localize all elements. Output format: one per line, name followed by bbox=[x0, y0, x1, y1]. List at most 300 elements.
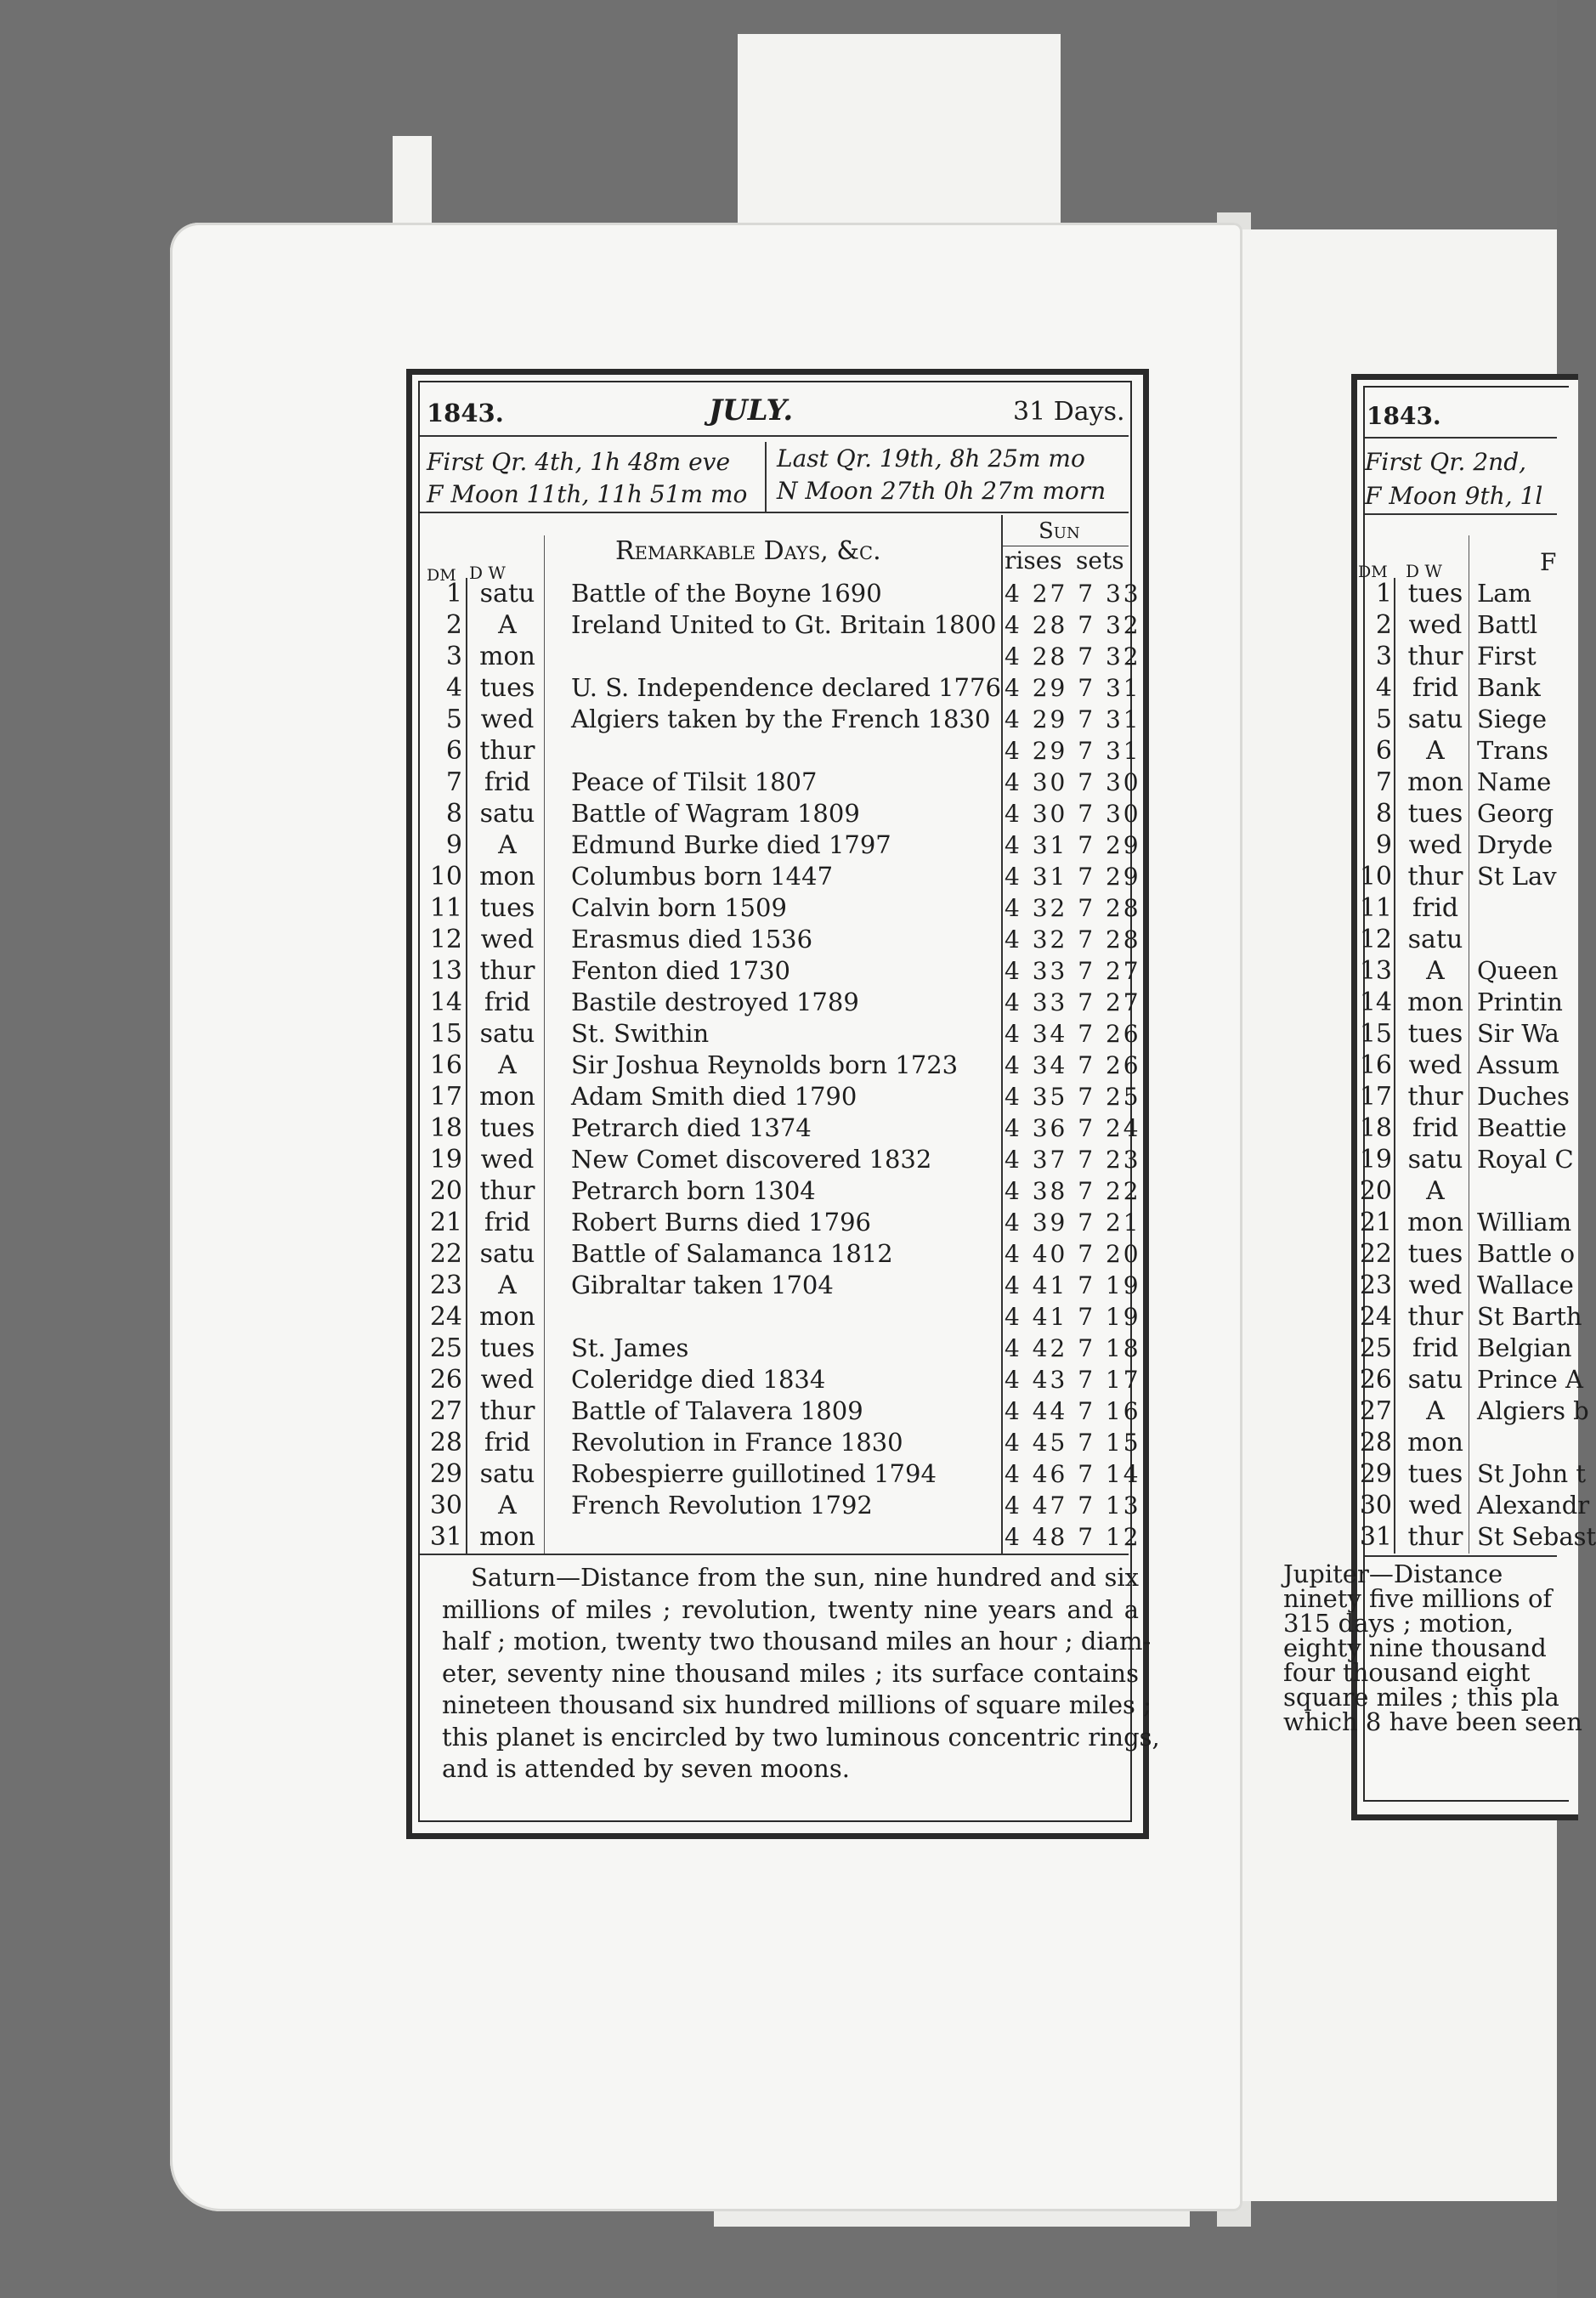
right-header-dm: DM bbox=[1358, 563, 1388, 581]
day-of-month: 18 bbox=[429, 1113, 462, 1143]
note-line: millions of miles ; revolution, twenty nine years and a bbox=[442, 1594, 1139, 1624]
day-of-week: frid bbox=[484, 1208, 531, 1237]
day-of-month: 2 bbox=[445, 610, 462, 640]
day-of-month: 10 bbox=[429, 862, 462, 891]
header-sun: Sun bbox=[1039, 518, 1080, 544]
day-of-week: satu bbox=[479, 1019, 535, 1049]
remarkable-event: William bbox=[1477, 1208, 1572, 1237]
day-of-week: wed bbox=[1408, 1491, 1463, 1520]
day-of-month: 24 bbox=[1359, 1302, 1392, 1332]
day-of-month: 30 bbox=[429, 1491, 462, 1520]
calendar-row bbox=[425, 829, 1141, 861]
right-calendar-row bbox=[1355, 767, 1557, 798]
left-days-count: 31 Days. bbox=[1013, 397, 1125, 427]
day-of-month: 2 bbox=[1375, 610, 1392, 640]
day-of-week: satu bbox=[479, 799, 535, 829]
day-of-week: frid bbox=[1412, 1113, 1459, 1143]
day-of-week: tues bbox=[1407, 1459, 1463, 1489]
day-of-month: 5 bbox=[1375, 705, 1392, 734]
right-calendar-row bbox=[1355, 1395, 1589, 1427]
calendar-row bbox=[425, 892, 1141, 924]
sun-rise-set: 4 30 7 30 bbox=[1005, 800, 1141, 828]
note-line: which 8 have been seen bbox=[1283, 1707, 1582, 1736]
remarkable-event: St. James bbox=[571, 1333, 689, 1362]
calendar-row bbox=[425, 704, 1141, 735]
day-of-week: satu bbox=[479, 579, 535, 608]
remarkable-event: Duches bbox=[1477, 1082, 1570, 1111]
day-of-month: 20 bbox=[1359, 1176, 1392, 1206]
right-moon-first: First Qr. 2nd, bbox=[1365, 448, 1527, 476]
right-calendar-row bbox=[1355, 1207, 1572, 1238]
sun-rise-set: 4 27 7 33 bbox=[1005, 580, 1141, 608]
day-of-week: thur bbox=[1407, 642, 1463, 671]
day-of-week: satu bbox=[479, 1239, 535, 1269]
right-calendar-row bbox=[1355, 1050, 1557, 1081]
day-of-week: satu bbox=[1407, 1145, 1463, 1174]
remarkable-event: Erasmus died 1536 bbox=[571, 925, 813, 954]
right-calendar-row bbox=[1355, 578, 1557, 609]
calendar-row bbox=[425, 1333, 1141, 1364]
remarkable-event: Belgian bbox=[1477, 1333, 1572, 1362]
sun-rise-set: 4 31 7 29 bbox=[1005, 831, 1141, 859]
right-calendar-row bbox=[1355, 861, 1557, 892]
day-of-month: 18 bbox=[1359, 1113, 1392, 1143]
day-of-week: mon bbox=[1407, 1208, 1463, 1237]
right-calendar-row bbox=[1355, 1458, 1587, 1490]
remarkable-event: Royal C bbox=[1477, 1145, 1574, 1174]
sun-rise-set: 4 33 7 27 bbox=[1005, 957, 1141, 985]
day-of-week: A bbox=[498, 610, 517, 640]
sun-rise-set: 4 40 7 20 bbox=[1005, 1240, 1141, 1268]
day-of-week: A bbox=[498, 1271, 517, 1300]
right-calendar-row bbox=[1355, 892, 1557, 924]
right-calendar-row bbox=[1355, 1018, 1557, 1050]
day-of-month: 31 bbox=[1359, 1522, 1392, 1552]
day-of-week: thur bbox=[1407, 1302, 1463, 1332]
header-sets: sets bbox=[1076, 546, 1124, 574]
sun-rise-set: 4 47 7 13 bbox=[1005, 1491, 1141, 1520]
right-table-bottom-rule bbox=[1365, 1555, 1557, 1557]
sun-rise-set: 4 41 7 19 bbox=[1005, 1271, 1141, 1299]
remarkable-event: Prince A bbox=[1477, 1365, 1583, 1394]
note-line: Saturn—Distance from the sun, nine hundred and six bbox=[471, 1563, 1139, 1592]
day-of-week: A bbox=[1426, 1396, 1445, 1426]
calendar-row bbox=[425, 1175, 1141, 1207]
sun-rise-set: 4 28 7 32 bbox=[1005, 611, 1141, 639]
day-of-week: wed bbox=[1408, 1050, 1463, 1080]
day-of-week: thur bbox=[479, 956, 535, 986]
calendar-row bbox=[425, 1521, 1141, 1553]
right-calendar-row bbox=[1355, 829, 1557, 861]
remarkable-event: Wallace bbox=[1477, 1271, 1574, 1299]
remarkable-event: Battle o bbox=[1477, 1239, 1576, 1268]
calendar-row bbox=[425, 1238, 1141, 1270]
remarkable-event: St Barth bbox=[1477, 1302, 1582, 1331]
remarkable-event: Calvin born 1509 bbox=[571, 893, 787, 922]
day-of-month: 7 bbox=[445, 767, 462, 797]
sun-rise-set: 4 34 7 26 bbox=[1005, 1051, 1141, 1079]
day-of-month: 26 bbox=[1359, 1365, 1392, 1395]
sun-rise-set: 4 38 7 22 bbox=[1005, 1177, 1141, 1205]
right-calendar-row bbox=[1355, 1301, 1582, 1333]
note-line: and is attended by seven moons. bbox=[442, 1754, 850, 1783]
right-calendar-row bbox=[1355, 1364, 1583, 1395]
day-of-week: mon bbox=[479, 862, 535, 891]
remarkable-event: St Sebast bbox=[1477, 1522, 1596, 1551]
right-moon-rule bbox=[1365, 513, 1557, 515]
right-calendar-row bbox=[1355, 924, 1557, 955]
remarkable-event: Battle of Salamanca 1812 bbox=[571, 1239, 893, 1268]
calendar-row bbox=[425, 767, 1141, 798]
right-calendar-row bbox=[1355, 1175, 1557, 1207]
right-calendar-row bbox=[1355, 1490, 1590, 1521]
right-header-remarkable: F bbox=[1540, 548, 1557, 576]
remarkable-event: St Lav bbox=[1477, 862, 1557, 891]
day-of-week: wed bbox=[1408, 830, 1463, 860]
day-of-week: thur bbox=[1407, 1522, 1463, 1552]
day-of-week: frid bbox=[484, 1428, 531, 1457]
day-of-month: 13 bbox=[429, 956, 462, 986]
right-moon-full: F Moon 9th, 1l bbox=[1365, 482, 1543, 510]
day-of-week: mon bbox=[479, 1082, 535, 1112]
day-of-week: A bbox=[498, 1050, 517, 1080]
moon-full: F Moon 11th, 11h 51m mo bbox=[427, 480, 748, 508]
day-of-month: 23 bbox=[429, 1271, 462, 1300]
day-of-month: 28 bbox=[429, 1428, 462, 1457]
day-of-month: 21 bbox=[429, 1208, 462, 1237]
remarkable-event: Robert Burns died 1796 bbox=[571, 1208, 871, 1237]
remarkable-event: Beattie bbox=[1477, 1113, 1567, 1142]
day-of-week: frid bbox=[1412, 673, 1459, 703]
jupiter-note bbox=[1283, 1559, 1582, 1736]
right-calendar-row bbox=[1355, 1521, 1596, 1553]
day-of-week: thur bbox=[479, 1176, 535, 1206]
calendar-row bbox=[425, 1427, 1141, 1458]
remarkable-event: Coleridge died 1834 bbox=[571, 1365, 826, 1394]
day-of-month: 1 bbox=[1375, 579, 1392, 608]
right-calendar-row bbox=[1355, 735, 1557, 767]
day-of-month: 4 bbox=[1375, 673, 1392, 703]
sun-rise-set: 4 29 7 31 bbox=[1005, 705, 1141, 733]
remarkable-event: Algiers b bbox=[1477, 1396, 1589, 1425]
day-of-month: 14 bbox=[1359, 988, 1392, 1017]
left-year: 1843. bbox=[427, 399, 504, 427]
day-of-week: mon bbox=[479, 1302, 535, 1332]
remarkable-event: Gibraltar taken 1704 bbox=[571, 1271, 834, 1299]
day-of-month: 6 bbox=[1375, 736, 1392, 766]
day-of-week: mon bbox=[1407, 988, 1463, 1017]
calendar-row bbox=[425, 1207, 1141, 1238]
calendar-row bbox=[425, 1144, 1141, 1175]
moon-new: N Moon 27th 0h 27m morn bbox=[777, 477, 1106, 505]
sun-rise-set: 4 29 7 31 bbox=[1005, 737, 1141, 765]
day-of-month: 27 bbox=[1359, 1396, 1392, 1426]
calendar-row bbox=[425, 987, 1141, 1018]
sun-rise-set: 4 48 7 12 bbox=[1005, 1523, 1141, 1551]
calendar-row bbox=[425, 1112, 1141, 1144]
right-calendar-row bbox=[1355, 1427, 1557, 1458]
day-of-month: 22 bbox=[429, 1239, 462, 1269]
day-of-week: A bbox=[1426, 956, 1445, 986]
right-calendar-row bbox=[1355, 1081, 1570, 1112]
calendar-row bbox=[425, 955, 1141, 987]
day-of-month: 16 bbox=[1359, 1050, 1392, 1080]
calendar-row bbox=[425, 735, 1141, 767]
day-of-month: 29 bbox=[429, 1459, 462, 1489]
day-of-week: thur bbox=[479, 736, 535, 766]
day-of-week: A bbox=[498, 830, 517, 860]
remarkable-event: Lam bbox=[1477, 579, 1532, 608]
sun-rise-set: 4 33 7 27 bbox=[1005, 988, 1141, 1016]
day-of-month: 6 bbox=[445, 736, 462, 766]
sun-rise-set: 4 36 7 24 bbox=[1005, 1114, 1141, 1142]
day-of-month: 11 bbox=[429, 893, 462, 923]
remarkable-event: St John t bbox=[1477, 1459, 1587, 1488]
day-of-week: mon bbox=[1407, 1428, 1463, 1457]
remarkable-event: Siege bbox=[1477, 705, 1548, 733]
day-of-week: tues bbox=[479, 893, 535, 923]
remarkable-event: New Comet discovered 1832 bbox=[571, 1145, 932, 1174]
day-of-month: 9 bbox=[1375, 830, 1392, 860]
day-of-month: 29 bbox=[1359, 1459, 1392, 1489]
right-calendar-row bbox=[1355, 1270, 1574, 1301]
day-of-week: A bbox=[1426, 736, 1445, 766]
calendar-row bbox=[425, 1301, 1141, 1333]
day-of-month: 16 bbox=[429, 1050, 462, 1080]
sun-rise-set: 4 32 7 28 bbox=[1005, 894, 1141, 922]
calendar-row bbox=[425, 1081, 1141, 1112]
right-calendar-row bbox=[1355, 609, 1557, 641]
remarkable-event: Edmund Burke died 1797 bbox=[571, 830, 891, 859]
day-of-month: 25 bbox=[429, 1333, 462, 1363]
sun-rise-set: 4 37 7 23 bbox=[1005, 1146, 1141, 1174]
day-of-month: 8 bbox=[1375, 799, 1392, 829]
note-line: 315 days ; motion, bbox=[1283, 1609, 1514, 1638]
day-of-month: 10 bbox=[1359, 862, 1392, 891]
day-of-month: 3 bbox=[1375, 642, 1392, 671]
day-of-month: 7 bbox=[1375, 767, 1392, 797]
calendar-row bbox=[425, 641, 1141, 672]
remarkable-event: Bank bbox=[1477, 673, 1541, 702]
day-of-week: thur bbox=[1407, 1082, 1463, 1112]
right-calendar-row bbox=[1355, 1112, 1567, 1144]
remarkable-event: Battle of Talavera 1809 bbox=[571, 1396, 863, 1425]
calendar-row bbox=[425, 1395, 1141, 1427]
sun-rise-set: 4 46 7 14 bbox=[1005, 1460, 1141, 1488]
day-of-month: 14 bbox=[429, 988, 462, 1017]
day-of-month: 12 bbox=[1359, 925, 1392, 954]
right-calendar-row bbox=[1355, 1238, 1576, 1270]
remarkable-event: Peace of Tilsit 1807 bbox=[571, 767, 818, 796]
remarkable-event: Alexandr bbox=[1477, 1491, 1590, 1520]
sun-rise-set: 4 34 7 26 bbox=[1005, 1020, 1141, 1048]
right-header-dw: D W bbox=[1406, 561, 1442, 581]
remarkable-event: Battle of Wagram 1809 bbox=[571, 799, 860, 828]
note-line: four thousand eight bbox=[1283, 1658, 1531, 1687]
day-of-week: wed bbox=[1408, 610, 1463, 640]
remarkable-event: Bastile destroyed 1789 bbox=[571, 988, 859, 1016]
day-of-month: 3 bbox=[445, 642, 462, 671]
day-of-month: 24 bbox=[429, 1302, 462, 1332]
right-calendar-row bbox=[1355, 641, 1557, 672]
day-of-week: A bbox=[1426, 1176, 1445, 1206]
remarkable-event: Sir Wa bbox=[1477, 1019, 1559, 1048]
right-calendar-row bbox=[1355, 704, 1557, 735]
remarkable-event: St. Swithin bbox=[571, 1019, 710, 1048]
sun-rise-set: 4 45 7 15 bbox=[1005, 1429, 1141, 1457]
calendar-row bbox=[425, 798, 1141, 829]
day-of-week: wed bbox=[480, 1365, 535, 1395]
day-of-month: 27 bbox=[429, 1396, 462, 1426]
header-rises: rises bbox=[1005, 546, 1062, 574]
day-of-week: wed bbox=[480, 1145, 535, 1174]
sun-rise-set: 4 31 7 29 bbox=[1005, 863, 1141, 891]
remarkable-event: Sir Joshua Reynolds born 1723 bbox=[571, 1050, 959, 1079]
remarkable-event: Dryde bbox=[1477, 830, 1554, 859]
calendar-row bbox=[425, 1050, 1141, 1081]
sun-rise-set: 4 35 7 25 bbox=[1005, 1083, 1141, 1111]
right-calendar-row bbox=[1355, 798, 1557, 829]
sun-rise-set: 4 43 7 17 bbox=[1005, 1366, 1141, 1394]
day-of-week: thur bbox=[479, 1396, 535, 1426]
calendar-row bbox=[425, 861, 1141, 892]
note-line: eighty nine thousand bbox=[1283, 1633, 1547, 1662]
right-calendar-row bbox=[1355, 955, 1557, 987]
day-of-week: tues bbox=[1407, 799, 1463, 829]
day-of-week: wed bbox=[480, 705, 535, 734]
day-of-week: mon bbox=[479, 1522, 535, 1552]
day-of-week: frid bbox=[484, 988, 531, 1017]
day-of-month: 25 bbox=[1359, 1333, 1392, 1363]
note-line: this planet is encircled by two luminous concentric rings, bbox=[442, 1722, 1160, 1752]
note-line: eter, seventy nine thousand miles ; its surface contains bbox=[442, 1658, 1139, 1688]
remarkable-event: Name bbox=[1477, 767, 1552, 796]
day-of-month: 22 bbox=[1359, 1239, 1392, 1269]
day-of-week: frid bbox=[484, 767, 531, 797]
day-of-month: 5 bbox=[445, 705, 462, 734]
calendar-row bbox=[425, 672, 1141, 704]
day-of-month: 30 bbox=[1359, 1491, 1392, 1520]
sun-rise-set: 4 32 7 28 bbox=[1005, 925, 1141, 954]
day-of-week: tues bbox=[1407, 579, 1463, 608]
day-of-week: tues bbox=[1407, 1019, 1463, 1049]
remarkable-event: Assum bbox=[1477, 1050, 1559, 1079]
note-line: square miles ; this pla bbox=[1283, 1683, 1559, 1712]
day-of-week: thur bbox=[1407, 862, 1463, 891]
day-of-month: 17 bbox=[1359, 1082, 1392, 1112]
sun-rise-set: 4 41 7 19 bbox=[1005, 1303, 1141, 1331]
calendar-row bbox=[425, 924, 1141, 955]
sun-rise-set: 4 30 7 30 bbox=[1005, 768, 1141, 796]
day-of-month: 15 bbox=[1359, 1019, 1392, 1049]
saturn-note bbox=[442, 1562, 1160, 1786]
day-of-week: tues bbox=[1407, 1239, 1463, 1269]
sun-rise-set: 4 44 7 16 bbox=[1005, 1397, 1141, 1425]
note-line: Jupiter—Distance bbox=[1283, 1559, 1503, 1588]
day-of-month: 12 bbox=[429, 925, 462, 954]
remarkable-event: Petrarch died 1374 bbox=[571, 1113, 812, 1142]
remarkable-event: Georg bbox=[1477, 799, 1554, 828]
remarkable-event: Battle of the Boyne 1690 bbox=[571, 579, 882, 608]
right-calendar-row bbox=[1355, 987, 1563, 1018]
day-of-month: 26 bbox=[429, 1365, 462, 1395]
right-calendar-row bbox=[1355, 1333, 1572, 1364]
day-of-week: wed bbox=[1408, 1271, 1463, 1300]
day-of-week: tues bbox=[479, 1113, 535, 1143]
calendar-row bbox=[425, 1364, 1141, 1395]
day-of-month: 9 bbox=[445, 830, 462, 860]
remarkable-event: Algiers taken by the French 1830 bbox=[571, 705, 991, 733]
day-of-month: 19 bbox=[429, 1145, 462, 1174]
calendar-row bbox=[425, 1490, 1141, 1521]
day-of-month: 23 bbox=[1359, 1271, 1392, 1300]
day-of-week: frid bbox=[1412, 1333, 1459, 1363]
day-of-month: 31 bbox=[429, 1522, 462, 1552]
day-of-week: mon bbox=[479, 642, 535, 671]
day-of-month: 19 bbox=[1359, 1145, 1392, 1174]
remarkable-event: Trans bbox=[1477, 736, 1549, 765]
day-of-week: satu bbox=[479, 1459, 535, 1489]
day-of-month: 8 bbox=[445, 799, 462, 829]
sun-rise-set: 4 28 7 32 bbox=[1005, 642, 1141, 671]
day-of-month: 13 bbox=[1359, 956, 1392, 986]
calendar-row bbox=[425, 1458, 1141, 1490]
moon-divider bbox=[765, 442, 767, 512]
day-of-week: frid bbox=[1412, 893, 1459, 923]
right-calendar-row bbox=[1355, 672, 1557, 704]
header-rule bbox=[420, 435, 1129, 437]
remarkable-event: Battl bbox=[1477, 610, 1538, 639]
right-calendar-row bbox=[1355, 1144, 1574, 1175]
note-line: nineteen thousand six hundred millions of square miles ; bbox=[442, 1690, 1152, 1719]
day-of-week: tues bbox=[479, 673, 535, 703]
remarkable-event: Columbus born 1447 bbox=[571, 862, 834, 891]
day-of-month: 1 bbox=[445, 579, 462, 608]
remarkable-event: Fenton died 1730 bbox=[571, 956, 790, 985]
remarkable-event: Adam Smith died 1790 bbox=[571, 1082, 857, 1111]
day-of-month: 17 bbox=[429, 1082, 462, 1112]
header-remarkable-days: Remarkable Days, &c. bbox=[615, 536, 881, 566]
remarkable-event: U. S. Independence declared 1776 bbox=[571, 673, 1001, 702]
day-of-week: satu bbox=[1407, 925, 1463, 954]
header-dm: DM bbox=[427, 566, 456, 585]
remarkable-event: Robespierre guillotined 1794 bbox=[571, 1459, 937, 1488]
moon-last-quarter: Last Qr. 19th, 8h 25m mo bbox=[777, 444, 1085, 473]
header-dw: D W bbox=[469, 563, 506, 583]
calendar-row bbox=[425, 578, 1141, 609]
day-of-month: 28 bbox=[1359, 1428, 1392, 1457]
right-header-rule bbox=[1365, 437, 1557, 439]
day-of-week: mon bbox=[1407, 767, 1463, 797]
remarkable-event: Revolution in France 1830 bbox=[571, 1428, 903, 1457]
day-of-week: satu bbox=[1407, 1365, 1463, 1395]
remarkable-event: Printin bbox=[1477, 988, 1563, 1016]
table-bottom-rule bbox=[420, 1554, 1129, 1555]
day-of-month: 4 bbox=[445, 673, 462, 703]
sun-rise-set: 4 39 7 21 bbox=[1005, 1208, 1141, 1237]
remarkable-event: Petrarch born 1304 bbox=[571, 1176, 816, 1205]
note-line: half ; motion, twenty two thousand miles an hour ; diam- bbox=[442, 1627, 1152, 1656]
sun-rise-set: 4 29 7 31 bbox=[1005, 674, 1141, 702]
left-month: JULY. bbox=[709, 393, 794, 427]
remarkable-event: Queen bbox=[1477, 956, 1559, 985]
day-of-week: wed bbox=[480, 925, 535, 954]
day-of-week: tues bbox=[479, 1333, 535, 1363]
remarkable-event: First bbox=[1477, 642, 1537, 671]
note-line: ninety five millions of bbox=[1283, 1584, 1553, 1613]
day-of-month: 20 bbox=[429, 1176, 462, 1206]
moon-first-quarter: First Qr. 4th, 1h 48m eve bbox=[427, 448, 731, 476]
